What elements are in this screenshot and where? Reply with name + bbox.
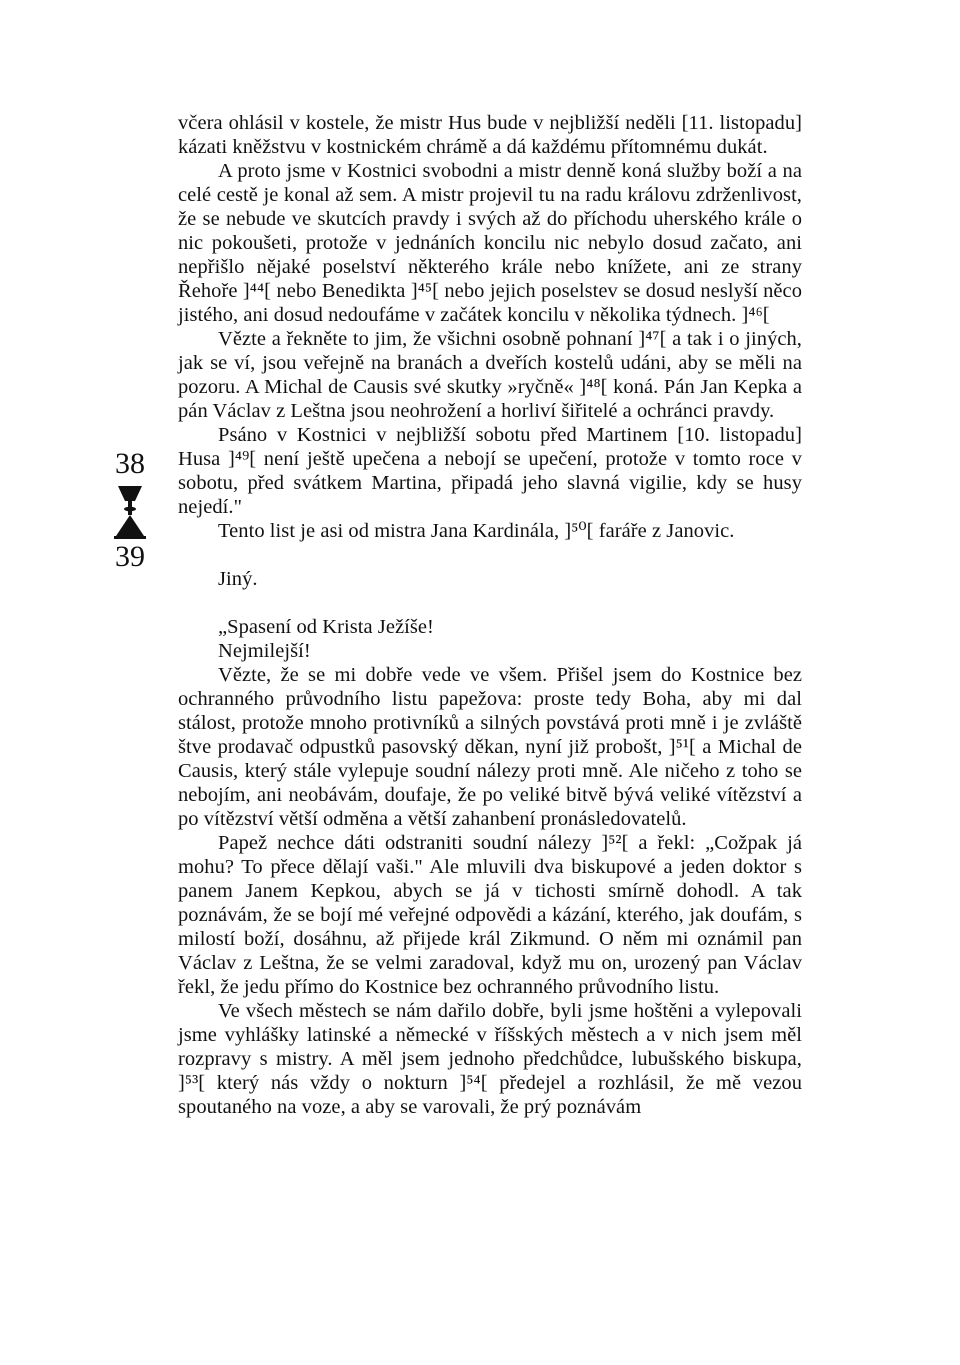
spacer bbox=[178, 591, 802, 615]
paragraph: včera ohlásil v kostele, že mistr Hus bude v nejbližší neděli [11. listopadu] kázati kněžstvu v kostnickém chrámě a dá každému přítomnému dukát. bbox=[178, 112, 802, 158]
letter-salutation: Nejmilejší! bbox=[218, 640, 311, 662]
letter-greeting: „Spasení od Krista Ježíše! bbox=[218, 616, 434, 638]
paragraph: Ve všech městech se nám dařilo dobře, byli jsme hoštěni a vylepovali jsme vyhlášky latinské a německé v říšských městech a v nich jsem měl rozpravy s mistry. A měl jsem jednoho předchůdce, lubušského biskupa, ]⁵³[ který nás vždy o nokturn ]⁵⁴[ předejel a rozhlásil, že mě vezou spoutaného na voze, a aby se varovali, že prý poznávám bbox=[178, 1000, 802, 1118]
main-text bbox=[178, 111, 802, 1119]
section-heading: Jiný. bbox=[218, 568, 258, 590]
spacer bbox=[178, 543, 802, 567]
paragraph: A proto jsme v Kostnici svobodni a mistr denně koná služby boží a na celé cestě je konal až sem. A mistr projevil tu na radu královu zdrženlivost, že se nebude ve skutcích pravdy i svých až do příchodu uherského krále o nic pokoušeti, protože v jednáních koncilu nic nebylo dosud začato, ani nepřišlo nějaké poselství některého krále nebo knížete, ani ze strany Řehoře ]⁴⁴[ nebo Benedikta ]⁴⁵[ nebo jejich poselstev se dosud neslyší něco jistého, ani dosud nedoufáme v začátek koncilu v několika týdnech. ]⁴⁶[ bbox=[178, 160, 802, 326]
margin-page-number-top: 38 bbox=[115, 447, 145, 480]
paragraph: Papež nechce dáti odstraniti soudní nálezy ]⁵²[ a řekl: „Cožpak já mohu? To přece dělají vaši." Ale mluvili dva biskupové a jeden doktor s panem Janem Kepkou, abych se já v tichosti smírně dohodl. A tak poznávám, že se bojí mé veřejné odpovědi a kázání, kterého, jak doufám, s milostí boží, dosáhnu, až přijede král Zikmund. O něm mi oznámil pan Václav z Leštna, že se velmi zaradoval, když mu on, urozený pan Václav řekl, že jedu přímo do Kostnice bez ochranného průvodního listu. bbox=[178, 832, 802, 998]
chalice-icon bbox=[113, 484, 147, 540]
margin-page-number-bottom: 39 bbox=[115, 540, 145, 573]
paragraph: Vězte a řekněte to jim, že všichni osobně pohnaní ]⁴⁷[ a tak i o jiných, jak se ví, jsou veřejně na branách a dveřích kostelů udáni, aby se měli na pozoru. A Michal de Causis své skutky »ryčně« ]⁴⁸[ koná. Pán Jan Kepka a pán Václav z Leštna jsou neohrožení a horliví šiřitelé a ochránci pravdy. bbox=[178, 328, 802, 422]
paragraph: Psáno v Kostnici v nejbližší sobotu před Martinem [10. listopadu] Husa ]⁴⁹[ není ještě upečena a nebojí se upečení, protože v tomto roce v sobotu, před svátkem Martina, připadá jeho slavná vigilie, kdy se husy nejedí." bbox=[178, 424, 802, 518]
paragraph: Tento list je asi od mistra Jana Kardinála, ]⁵⁰[ faráře z Janovic. bbox=[218, 520, 735, 542]
paragraph: Vězte, že se mi dobře vede ve všem. Přišel jsem do Kostnice bez ochranného průvodního listu papežova: proste tedy Boha, aby mi dal stálost, protože mnoho protivníků a silných povstává proti mně i je zvláště štve prodavač odpustků pasovský děkan, nyní již probošt, ]⁵¹[ a Michal de Causis, který stále vylepuje soudní nálezy proti mně. Ale ničeho z toho se nebojím, ani neobávám, doufaje, že po veliké bitvě bývá veliké vítězství a po vítězství větší odměna a větší zahanbení pronásledovatelů. bbox=[178, 664, 802, 830]
